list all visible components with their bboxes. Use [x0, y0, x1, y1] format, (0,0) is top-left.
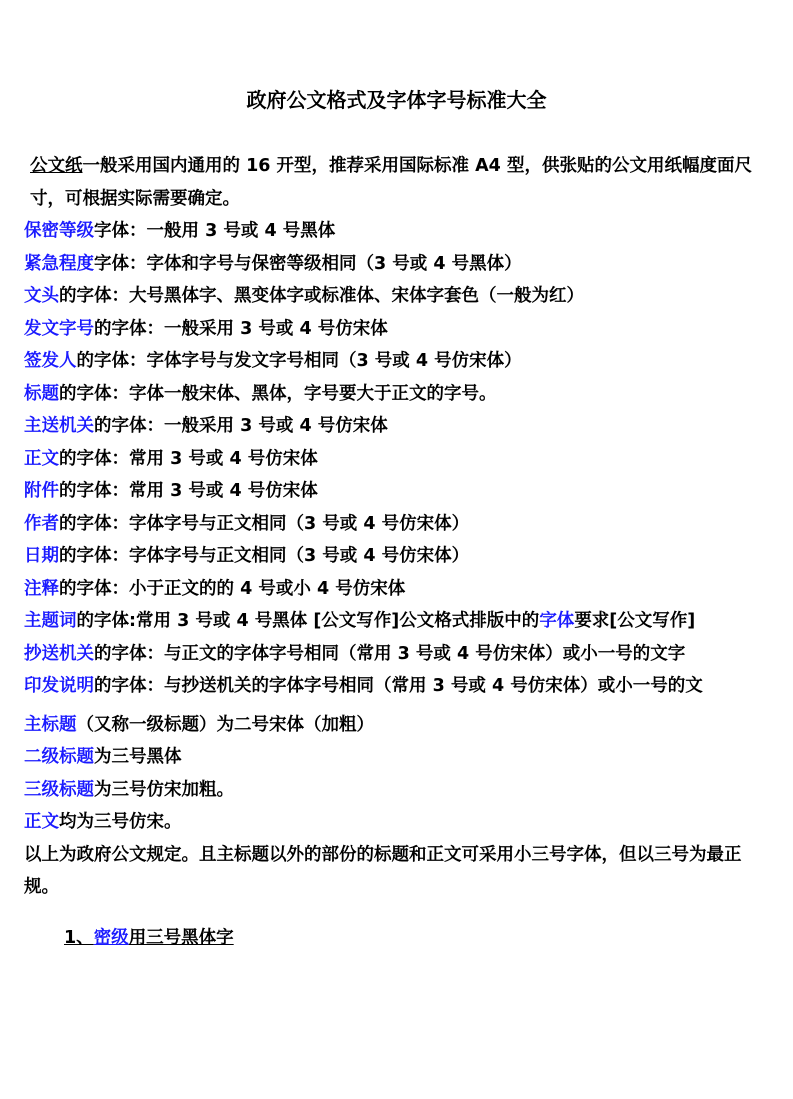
level-line — [24, 709, 772, 742]
font-rule-term: 保密等级 — [24, 221, 94, 241]
font-rule-term: 主送机关 — [24, 416, 94, 436]
font-rule-term: 正文 — [24, 448, 59, 469]
font-rule-text: 的字体：字体字号与正文相同（3 号或 4 号仿宋体） — [59, 546, 470, 566]
list-item — [24, 922, 772, 955]
level-term: 正文 — [24, 812, 59, 832]
intro-term: 公文纸 — [30, 156, 83, 176]
font-rule-text: 的字体：小于正文的的 4 号或小 4 号仿宋体 — [59, 578, 406, 599]
level-term: 主标题 — [24, 714, 77, 735]
level-line — [24, 741, 772, 774]
cc-text: 的字体：与正文的字体字号相同（常用 3 号或 4 号仿宋体）或小一号的文字 — [94, 643, 686, 664]
item-text: 用三号黑体字 — [128, 927, 234, 948]
font-rule-line — [24, 573, 772, 606]
level-text: （又称一级标题）为二号宋体（加粗） — [76, 714, 374, 735]
font-rule-term: 日期 — [24, 546, 59, 566]
print-term: 印发说明 — [24, 676, 94, 696]
font-rule-term: 标题 — [24, 383, 59, 404]
font-rule-line — [24, 345, 772, 378]
font-rule-text: 的字体：一般采用 3 号或 4 号仿宋体 — [94, 416, 388, 436]
font-rule-line — [24, 248, 772, 281]
font-rule-line — [24, 378, 772, 411]
font-rule-term: 签发人 — [24, 351, 77, 371]
font-rule-line — [24, 313, 772, 346]
page-title: 政府公文格式及字体字号标准大全 — [246, 88, 547, 112]
level-line — [24, 774, 772, 807]
level-text: 为三号仿宋加粗。 — [94, 779, 234, 800]
font-rule-term: 文头 — [24, 286, 59, 306]
summary-paragraph: 以上为政府公文规定。且主标题以外的部份的标题和正文可采用小三号字体，但以三号为最正规。 — [24, 844, 742, 897]
font-rule-line — [24, 280, 772, 313]
level-line — [24, 806, 772, 839]
font-rule-text: 的字体：一般采用 3 号或 4 号仿宋体 — [94, 318, 388, 339]
item-number: 1、 — [64, 927, 94, 948]
font-rule-term: 发文字号 — [24, 318, 94, 339]
font-rule-term: 作者 — [24, 513, 59, 534]
font-rule-text: 的字体：常用 3 号或 4 号仿宋体 — [59, 448, 318, 469]
secret-level-link[interactable]: 密级 — [93, 927, 129, 948]
document-body — [24, 150, 772, 954]
font-rule-text: 字体：字体和字号与保密等级相同（3 号或 4 号黑体） — [94, 253, 522, 274]
font-rule-term: 附件 — [24, 481, 59, 501]
font-rule-text: 的字体：字体一般宋体、黑体，字号要大于正文的字号。 — [59, 383, 497, 404]
font-rule-text: 的字体：字体字号与正文相同（3 号或 4 号仿宋体） — [59, 513, 470, 534]
level-term: 二级标题 — [24, 747, 94, 767]
font-rule-line — [24, 443, 772, 476]
intro-text: 一般采用国内通用的 16 开型，推荐采用国际标准 A4 型，供张贴的公文用纸幅度面尺寸，可根据实际需要确定。 — [30, 156, 752, 209]
font-link[interactable]: 字体 — [539, 611, 575, 631]
font-rule-text: 的字体：常用 3 号或 4 号仿宋体 — [59, 481, 318, 501]
font-rule-text: 的字体：字体字号与发文字号相同（3 号或 4 号仿宋体） — [76, 351, 522, 371]
font-rule-line — [24, 475, 772, 508]
font-rule-line — [24, 410, 772, 443]
cc-term: 抄送机关 — [24, 643, 94, 664]
subject-term: 主题词 — [24, 611, 77, 631]
subject-text-after: 要求[公文写作] — [574, 611, 696, 631]
font-rule-term: 紧急程度 — [24, 253, 94, 274]
intro-paragraph — [24, 150, 772, 215]
subject-words-line — [24, 605, 772, 638]
print-text: 的字体：与抄送机关的字体字号相同（常用 3 号或 4 号仿宋体）或小一号的文 — [94, 676, 703, 696]
level-text: 均为三号仿宋。 — [59, 812, 182, 832]
cc-line — [24, 638, 772, 671]
font-rule-line — [24, 508, 772, 541]
level-term: 三级标题 — [24, 779, 94, 800]
font-rule-line — [24, 215, 772, 248]
font-rule-term: 注释 — [24, 578, 59, 599]
subject-text-before: 的字体:常用 3 号或 4 号黑体 [公文写作]公文格式排版中的 — [76, 611, 540, 631]
font-rule-text: 的字体：大号黑体字、黑变体字或标准体、宋体字套色（一般为红） — [59, 286, 584, 306]
font-rule-line — [24, 540, 772, 573]
level-text: 为三号黑体 — [94, 747, 182, 767]
print-note-paragraph — [24, 670, 772, 703]
font-rule-text: 字体：一般用 3 号或 4 号黑体 — [94, 221, 336, 241]
